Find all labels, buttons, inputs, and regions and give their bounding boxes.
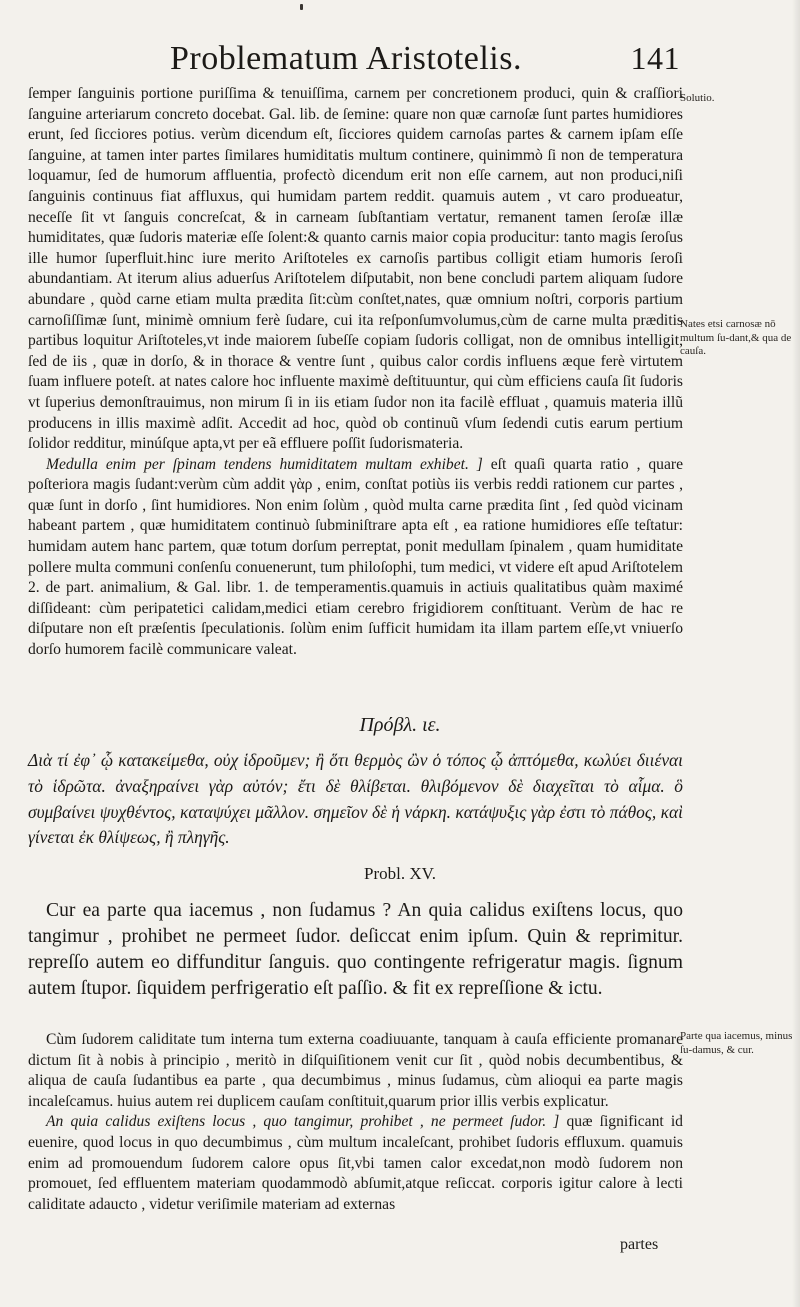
page-edge-shadow	[792, 0, 800, 1307]
greek-problem-heading: Πρόβλ. ιε.	[359, 714, 441, 736]
margin-note-parte-qua: Parte qua iacemus, minus ſu-damus, & cur.	[680, 1030, 793, 1056]
paragraph-lemma	[28, 1112, 683, 1215]
greek-paragraph: Διὰ τί ἐφ᾽ ᾧ κατακείμεθα, οὐχ ἱδροῦμεν; ἢ ὅτι θερμὸς ὢν ὁ τόπος ᾧ ἀπτόμεθα, κωλύει διιέναι τὸ ἱδρῶτα. ἀναξηραίνει γὰρ αὐτόν; ἔτι δὲ θλίβεται. θλιβόμενον δὲ διαχεῖται τὸ αἷμα. ὃ συμβαίνει ψυχθέντος, καταψύχει μᾶλλον. σημεῖον δὲ ἡ νάρκη. κατάψυξις γὰρ ἐστι τὸ πάθος, καὶ γίνεται ἐκ θλίψεως, ἢ πληγῆς.	[28, 750, 683, 848]
paragraph-lemma	[28, 455, 683, 661]
problem-paragraph: Cur ea parte qua iacemus , non ſudamus ? An quia calidus exiſtens locus, quo tangimur , prohibet ne permeet ſudor. deſiccat enim ipſum. Quin & reprimitur. repreſſo autem eo diffunditur ſanguis. quo contingente refrigeratur magis. ſignum autem ſtupor. ſiquidem perfrigeratio eſt paſſio. & fit ex repreſſione & ictu.	[28, 900, 683, 999]
paragraph: Cùm ſudorem caliditate tum interna tum externa coadiuuante, tanquam à cauſa efficiente promanare dictum ſit à nobis à principio , meritò in diſquiſitionem venit cur ſit , quòd nobis decumbentibus, & aliqua de cauſa ſudantibus ea parte , qua decumbimus , minus ſudamus, cùm alioqui ea parte magis incaleſcamus. huius autem rei duplicem cauſam conſtituit,quarum prior illis verbis explicatur.	[28, 1031, 683, 1110]
paragraph-body: quæ ſignificant id euenire, quod locus in quo decumbimus , cùm multum incaleſcant, prohibet ſudoris effluxum. quamuis enim ad promouendum ſudorem calore opus ſit,vbi tamen calor excedat,non modò ſudorem non promouet, ſed effluentem materiam quodammodò abſumit,atque reſiccat. corporis igitur calore à lecti caliditate adaucto , videtur veriſimile materiam ad externas	[28, 1113, 683, 1213]
problem-latin-text	[28, 898, 683, 1002]
greek-text	[28, 748, 683, 851]
margin-note-nates: Nates etsi carnosæ nō multum ſu-dant,& qua de cauſa.	[680, 318, 792, 357]
margin-note-solutio: Solutio.	[680, 92, 715, 104]
page-number: 141	[630, 40, 680, 76]
lemma-text: Medulla enim per ſpinam tendens humiditatem multam exhibet. ]	[46, 455, 483, 473]
catchword: partes	[620, 1236, 659, 1253]
paragraph: ſemper ſanguinis portione puriſſima & tenuiſſima, carnem per concretionem produci, quin & craſſiori ſanguine arteriarum concreto docebat. Gal. lib. de ſemine: quare non quæ carnoſæ ſunt partes humidiores erunt, ſed ſicciores potius. verùm dicendum eſt, ſicciores quidem carnoſas partes & carnem ipſam eſſe ſanguine, at tamen inter partes ſimilares humiditatis multum continere, quinimmò ſi non de temperatura loquamur, ſed de humorum affluentia, profectò dicendum erit non eſſe carnem, aut non produci,niſi ſanguinis continuus fiat affluxus, qui humidam partem reddit. quamuis autem , vt caro produeatur, neceſſe ſit vt ſanguis concreſcat, & in carneam ſubſtantiam vertatur, remanent tamen ſeroſæ illæ humiditates, quæ ſudoris materiæ eſſe ſolent:& quanto carnis maior copia producitur: tanto magis ſeroſus ille humor ſuperfluit.hinc iure merito Ariſtoteles ex carnoſis partibus colligit etiam humoris ſeroſi abundantiam. At iterum alius aduerſus Ariſtotelem diſputabit, non bene concludi partem aliquam ſudore abundare , quòd carne etiam multa prædita ſit:cùm conſtet,nates, quæ omnium noſtri, corporis partium carnoſiſſimæ ſunt, minimè omnium ferè ſudare, cui ita reſponſumvolumus,cùm de carne multa præditis partibus loquitur Ariſtoteles,vt inde maiorem ſubeſſe copiam ſudoris colligat, non de omnibus intelligit, ſed de iis , quæ in dorſo, & in thorace & ventre ſunt , quibus calor cordis influens æque ferè virtutem ſuam influere poteſt. at nates calore hoc influente maximè deſtituuntur, qui cùm efficiens cauſa ſit ſudoris vt ſuperius demonſtrauimus, non mirum ſi in iis etiam ſudor non ita facilè effluat , quamuis materia illũ producens in illis maximè adſit. Accedit ad hoc, quòd ob continuũ vſum ſedendi cutis earum pertium ſolidor redditur, minúſque apta,vt per eã effluere poſſit ſudorismateria.	[28, 85, 683, 453]
paragraph-body: eſt quaſi quarta ratio , quare poſteriora magis ſudant:verùm cùm addit γὰρ , enim, conſtat potiùs iis verbis reddi rationem cur partes , quæ ſunt in dorſo , ſint humidiores. Non enim ſolùm , quòd multa carne prædita ſint , ſed quòd vicinam habeant partem , quæ humiditatem continuò ſubminiſtrare apta eſt , ea ratione humidiores eſſe teſtatur: humidam autem hanc partem, quæ totum dorſum perreptat, ponit medullam ſpinalem , quam humiditate pollere multa communi conſenſu conuenerunt, tum philoſophi, tum medici, vt videre eſt apud Ariſtotelem 2. de part. animalium, & Gal. libr. 1. de temperamentis.quamuis in actiuis qualitatibus quàm maximé diſſideant: cùm peripatetici calidam,medici etiam cerebro frigidiorem conſtituant. Verùm de hac re diſputare non eſt præſentis ſpeculationis. ſolùm enim ſufficit humidam ita illam partem eſſe,vt vniuerſo dorſo humorem facilè communicare valeat.	[28, 455, 683, 659]
ink-mark	[300, 4, 303, 10]
problem-label: Probl. XV.	[364, 864, 436, 883]
lemma-text: An quia calidus exiſtens locus , quo tangimur, prohibet , ne permeet ſudor. ]	[46, 1113, 560, 1131]
page-title: Problematum Aristotelis.	[170, 40, 522, 77]
commentary-block	[28, 1030, 683, 1215]
text-block-upper	[28, 84, 683, 661]
running-head	[170, 34, 680, 84]
